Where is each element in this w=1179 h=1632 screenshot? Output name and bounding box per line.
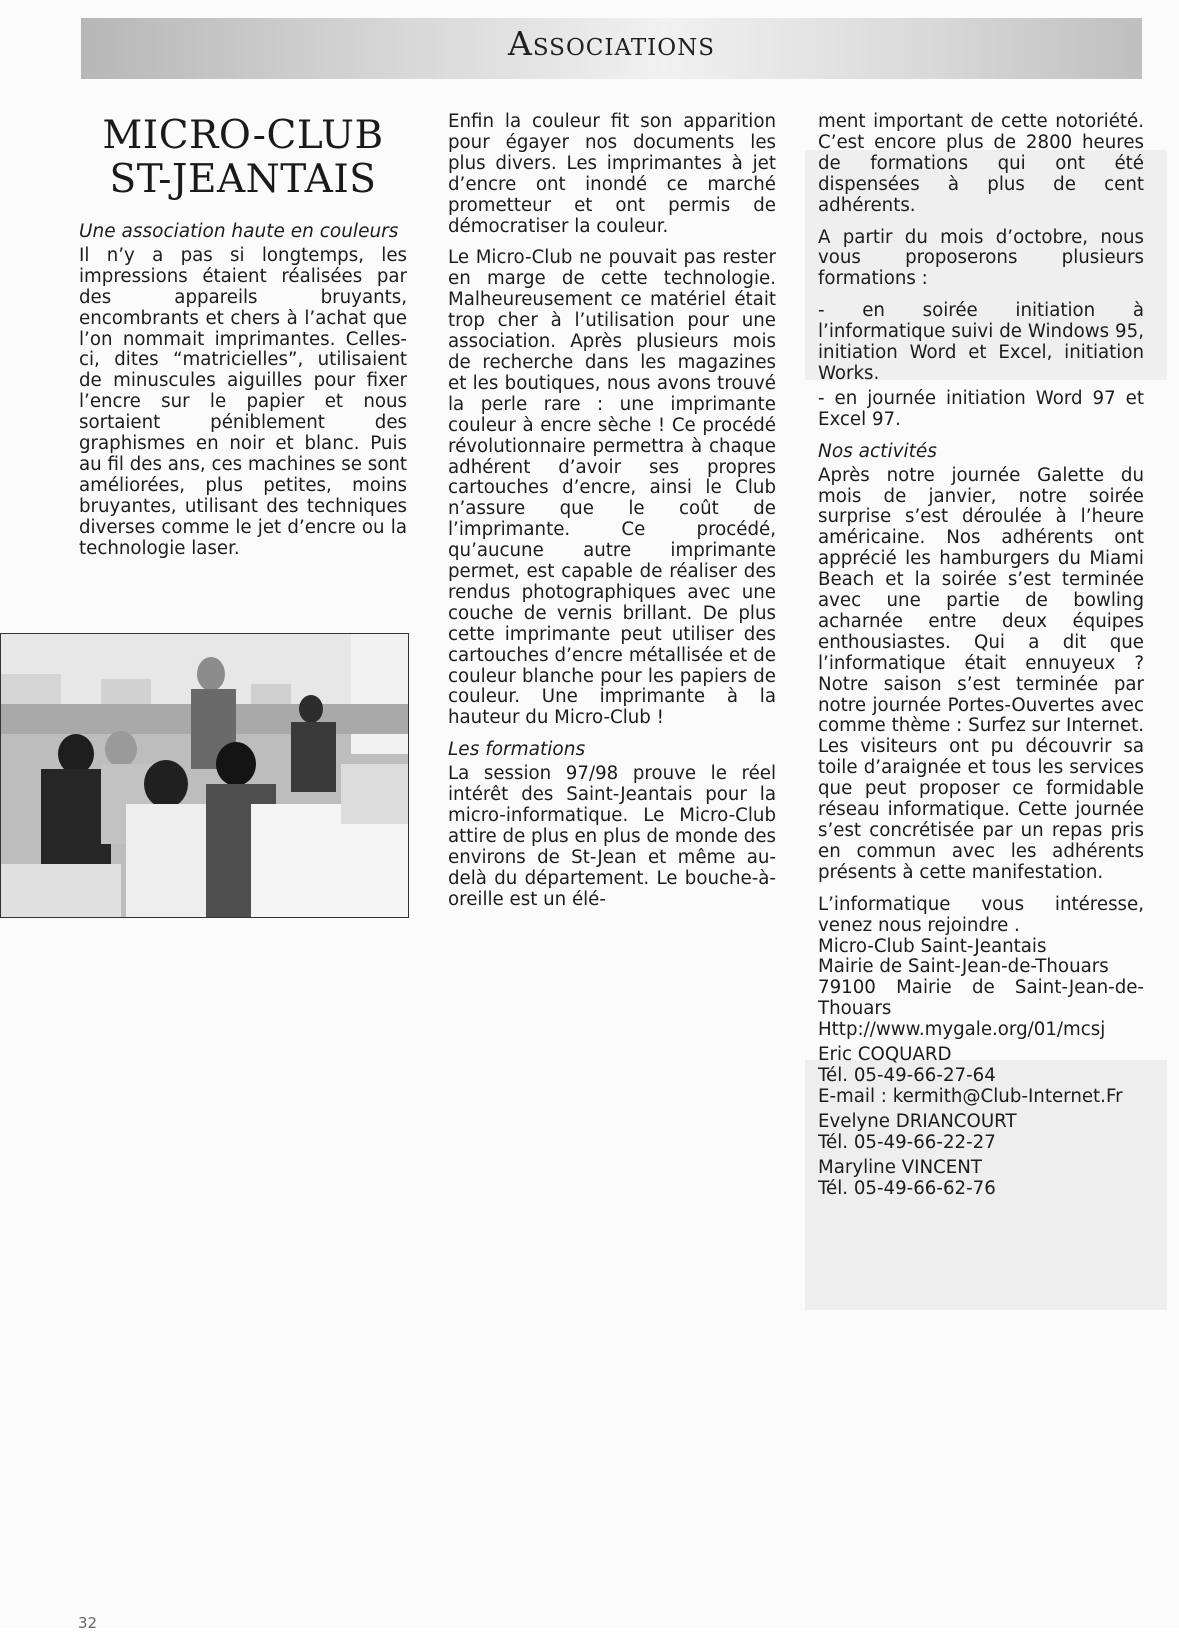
column-1 <box>79 112 407 571</box>
contact-person-3 <box>818 1158 1144 1200</box>
contact-block <box>818 895 1144 1041</box>
paragraph-journee-formation: - en journée initiation Word 97 et Excel 97. <box>818 387 1144 430</box>
article-title-line-1: MICRO-CLUB <box>102 113 384 158</box>
contact-address-line-2: 79100 Mairie de Saint-Jean-de-Thouars <box>818 977 1144 1020</box>
paragraph-intro: Il n’y a pas si longtemps, les impressions étaient réalisées par des appareils bruyants, encombrants et chers à l’achat que l’on nommait imprimantes. Celles-ci, dites “matricielles”, utilisaient de minuscules aiguilles pour fixer l’encre sur le papier et nous sortaient péniblement des graphismes en noir et blanc. Puis au fil des ans, ces machines se sont améliorées, plus petites, moins bruyantes, utilisant des techniques diverses comme le jet d’encre ou la technologie laser. <box>79 244 408 559</box>
column-3 <box>818 112 1144 1203</box>
paragraph-imprimante: Le Micro-Club ne pouvait pas rester en marge de cette technologie. Malheureusement ce matériel était trop cher à l’utilisation pour une association. Après plusieurs mois de recherche dans les magazines et les boutiques, nous avons trouvé la perle rare : une imprimante couleur à encre sèche ! Ce procédé révolutionnaire permettra à chaque adhérent d’avoir ses propres cartouches d’encre, ainsi le Club n’assure que le coût de l’imprimante. Ce procédé, qu’aucune autre imprimante permet, est capable de réaliser des rendus photographiques avec une couche de vernis brillant. De plus cette imprimante peut utiliser des cartouches d’encre métallisée et de couleur blanche pour les papiers de couleur. Une imprimante à la hauteur du Micro-Club ! <box>448 247 776 729</box>
contact-address-line-1: Mairie de Saint-Jean-de-Thouars <box>818 956 1109 978</box>
contact-person-2 <box>818 1112 1144 1154</box>
column-2 <box>448 112 776 911</box>
subheading-formations: Les formations <box>448 739 586 761</box>
person-2-name: Evelyne DRIANCOURT <box>818 1110 1017 1132</box>
paragraph-activites: Après notre journée Galette du mois de janvier, notre soirée surprise s’est déroulée à l’heure américaine. Nos adhérents ont apprécié les hamburgers du Miami Beach et la soirée s’est terminée avec une partie de bowling acharnée entre deux équipes enthousiastes. Qui a dit que l’informatique était ennuyeux ? Notre saison s’est terminée par notre journée Portes-Ouvertes avec comme thème : Surfez sur Internet. Les visiteurs ont pu découvrir sa toile d’araignée et tous les services que peut proposer ce formidable réseau informatique. Cette journée s’est concrétisée par un repas pris en commun avec les adhérents présents à cette manifestation. <box>818 464 1144 883</box>
section-header-band <box>81 18 1142 79</box>
club-photo <box>0 633 409 918</box>
paragraph-octobre: A partir du mois d’octobre, nous vous proposerons plusieurs formations : <box>818 226 1144 290</box>
contact-website: Http://www.mygale.org/01/mcsj <box>818 1019 1106 1041</box>
article-title-line-2: ST-JEANTAIS <box>109 157 377 202</box>
person-1-email: E-mail : kermith@Club-Internet.Fr <box>818 1085 1123 1107</box>
person-3-phone: Tél. 05-49-66-62-76 <box>818 1177 996 1199</box>
subheading-couleurs: Une association haute en couleurs <box>79 221 399 242</box>
person-1-phone: Tél. 05-49-66-27-64 <box>818 1064 996 1086</box>
article-title <box>79 114 407 202</box>
person-3-name: Maryline VINCENT <box>818 1156 982 1178</box>
contact-person-1 <box>818 1045 1144 1108</box>
paragraph-soiree-formation: - en soirée initiation à l’informatique suivi de Windows 95, initiation Word et Excel, initiation Works. <box>818 300 1144 384</box>
contact-organisation: Micro-Club Saint-Jeantais <box>818 935 1047 957</box>
section-title: Associations <box>508 24 715 63</box>
paragraph-couleur: Enfin la couleur fit son apparition pour égayer nos documents les plus divers. Les imprimantes à jet d’encre ont inondé ce marché prometteur et ont permis de démocratiser la couleur. <box>448 111 776 237</box>
paragraph-notoriete: ment important de cette notoriété. C’est encore plus de 2800 heures de formations qui ont été dispensées à plus de cent adhérents. <box>818 111 1144 216</box>
contact-invite: L’informatique vous intéresse, venez nous rejoindre . <box>818 893 1144 936</box>
person-1-name: Eric COQUARD <box>818 1044 952 1066</box>
club-photo-image <box>1 634 408 917</box>
person-2-phone: Tél. 05-49-66-22-27 <box>818 1131 996 1153</box>
subheading-activites: Nos activités <box>818 440 937 462</box>
page-number: 32 <box>78 1614 98 1632</box>
paragraph-session: La session 97/98 prouve le réel intérêt des Saint-Jeantais pour la micro-informatique. Le Micro-Club attire de plus en plus de monde des environs de St-Jean et même au-delà du département. Le bouche-à-oreille est un élé- <box>448 763 776 910</box>
